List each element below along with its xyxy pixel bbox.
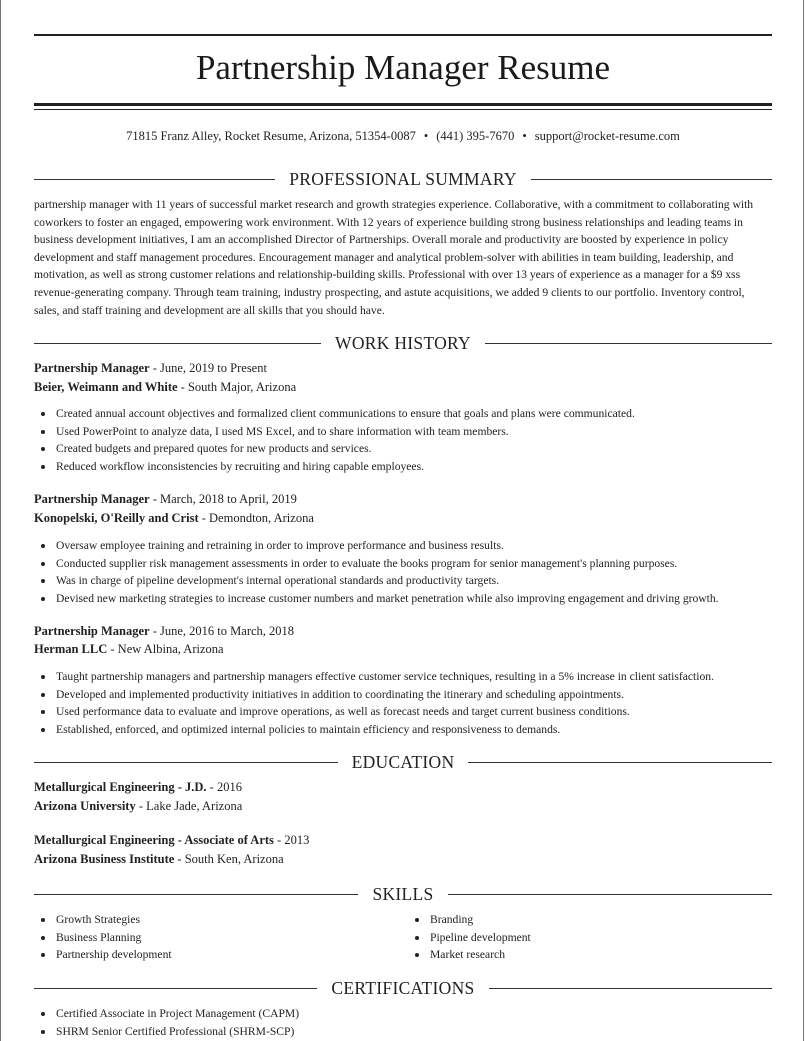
- job-title: Partnership Manager: [34, 624, 150, 638]
- list-item: Partnership development: [34, 946, 772, 964]
- school: Arizona University: [34, 799, 136, 813]
- section-title: CERTIFICATIONS: [331, 977, 475, 998]
- list-item: Reduced workflow inconsistencies by recruiting and hiring capable employees.: [34, 458, 772, 476]
- section-title: PROFESSIONAL SUMMARY: [289, 168, 517, 189]
- job-dates: - March, 2018 to April, 2019: [149, 492, 297, 506]
- job-location: - New Albina, Arizona: [107, 642, 224, 656]
- list-item: Market research: [408, 946, 806, 964]
- work-heading: [34, 333, 772, 353]
- top-rule: [34, 34, 772, 36]
- contact-separator: •: [423, 129, 429, 143]
- heading-rule: [34, 894, 358, 895]
- job-company: Konopelski, O'Reilly and Crist: [34, 511, 199, 525]
- section-title: SKILLS: [372, 883, 434, 904]
- heading-rule: [34, 343, 321, 344]
- list-item: Devised new marketing strategies to increase customer numbers and market penetration while also improving engagement and driving growth.: [34, 590, 772, 608]
- job-bullets: [34, 537, 772, 608]
- skills-right-list: [408, 911, 806, 964]
- job-location: - Demondton, Arizona: [198, 511, 314, 525]
- list-item: Was in charge of pipeline development's internal operational standards and productivity targets.: [34, 572, 772, 590]
- job-company: Herman LLC: [34, 642, 108, 656]
- resume-title: Partnership Manager Resume: [195, 48, 611, 87]
- heading-rule: [489, 988, 772, 989]
- skills-heading: [34, 884, 772, 904]
- job-title-line: [34, 624, 772, 639]
- summary-text: partnership manager with 11 years of successful market research and growth strategies experience. Collaborative, with a commitment to collaborating with coworkers to foster an engaged, empowering work environment. With 12 years of experience building strong business relationships and leading teams in business development initiatives, I am an accomplished Director of Partnerships. Overall morale and productivity are boosted by experience in policy development and staff management procedures. Encouragement manager and analytical problem-solver with abilities in team building, leadership, and motivation, as well as strong customer relations and relationship-building skills. Professional with over 13 years of experience as a manager for a $9 xss revenue-generating company. Through team training, industry prospecting, and astute acquisitions, we added 9 clients to our portfolio. Inventory control, sales, and staff training and development are all skills that you should have.: [34, 198, 754, 317]
- contact-address: 71815 Franz Alley, Rocket Resume, Arizona, 51354-0087: [126, 129, 416, 143]
- contact-separator: •: [522, 129, 527, 143]
- list-item: Created budgets and prepared quotes for new products and services.: [34, 440, 772, 458]
- job-dates: - June, 2016 to March, 2018: [149, 624, 295, 638]
- heading-rule: [531, 179, 772, 180]
- list-item: Used performance data to evaluate and improve operations, as well as forecast needs and target current business conditions.: [34, 703, 772, 721]
- list-item: Certified Associate in Project Management (CAPM): [34, 1005, 772, 1023]
- job-title: Partnership Manager: [34, 492, 150, 506]
- contact-line: [34, 129, 772, 144]
- list-item: Used PowerPoint to analyze data, I used MS Excel, and to share information with team members.: [34, 423, 772, 441]
- section-title: WORK HISTORY: [335, 332, 471, 353]
- certifications-list: [34, 1005, 772, 1040]
- list-item: Business Planning: [34, 929, 772, 947]
- school: Arizona Business Institute: [34, 852, 175, 866]
- job-company-line: [34, 642, 772, 657]
- job-company-line: [34, 511, 772, 526]
- job-company-line: [34, 380, 772, 395]
- job-bullets: [34, 405, 772, 476]
- heading-rule: [34, 988, 317, 989]
- heading-rule: [468, 762, 772, 763]
- degree-line: [34, 780, 772, 795]
- job-title-line: [34, 492, 772, 507]
- heading-rule: [34, 762, 338, 763]
- school-line: [34, 852, 772, 867]
- education-heading: [34, 752, 772, 772]
- heading-rule: [448, 894, 772, 895]
- list-item: Established, enforced, and optimized internal policies to maintain efficiency and responsiveness to demands.: [34, 721, 772, 739]
- job-title: Partnership Manager: [34, 361, 150, 375]
- school-location: - South Ken, Arizona: [174, 852, 284, 866]
- school-line: [34, 799, 772, 814]
- summary-heading: [34, 169, 772, 189]
- heading-rule: [34, 179, 275, 180]
- list-item: Pipeline development: [408, 929, 806, 947]
- heading-rule: [485, 343, 772, 344]
- list-item: Taught partnership managers and partnership managers effective customer service techniques, resulting in a 5% increase in client satisfaction.: [34, 668, 772, 686]
- degree: Metallurgical Engineering - Associate of Arts: [34, 833, 274, 847]
- job-location: - South Major, Arizona: [177, 380, 297, 394]
- list-item: Conducted supplier risk management assessments in order to evaluate the books program for senior management's planning purposes.: [34, 555, 772, 573]
- job-dates: - June, 2019 to Present: [149, 361, 267, 375]
- certifications-heading: [34, 978, 772, 998]
- list-item: Branding: [408, 911, 806, 929]
- list-item: Growth Strategies: [34, 911, 772, 929]
- job-title-line: [34, 361, 772, 376]
- title-rule-thin: [34, 109, 772, 110]
- contact-email[interactable]: support@rocket-resume.com: [534, 129, 680, 143]
- list-item: SHRM Senior Certified Professional (SHRM-SCP): [34, 1023, 772, 1041]
- degree: Metallurgical Engineering - J.D.: [34, 780, 207, 794]
- list-item: Developed and implemented productivity initiatives in addition to coordinating the itinerary and scheduling appointments.: [34, 686, 772, 704]
- degree-line: [34, 833, 772, 848]
- school-location: - Lake Jade, Arizona: [135, 799, 243, 813]
- section-title: EDUCATION: [351, 751, 455, 772]
- list-item: Created annual account objectives and formalized client communications to ensure that goals and plans were communicated.: [34, 405, 772, 423]
- list-item: Oversaw employee training and retraining in order to improve performance and business results.: [34, 537, 772, 555]
- degree-year: - 2016: [206, 780, 242, 794]
- job-bullets: [34, 668, 772, 739]
- job-company: Beier, Weimann and White: [34, 380, 178, 394]
- contact-phone: (441) 395-7670: [436, 129, 515, 143]
- title-rule-thick: [34, 103, 772, 106]
- degree-year: - 2013: [273, 833, 310, 847]
